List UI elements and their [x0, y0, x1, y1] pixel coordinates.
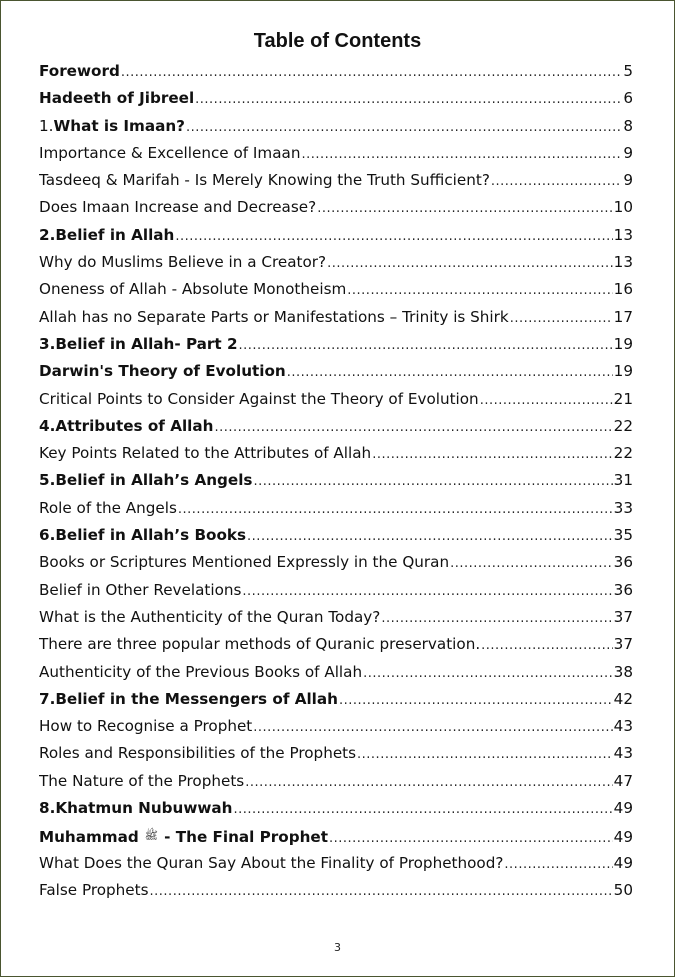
toc-entry-label: [39, 222, 174, 249]
toc-entry-title: False Prophets: [39, 880, 149, 899]
toc-entry-label: [39, 276, 346, 303]
toc-entry-page: 37: [613, 607, 633, 626]
toc-entry-title: Tasdeeq & Marifah - Is Merely Knowing the Truth Sufficient?: [39, 171, 490, 190]
toc-entry[interactable]: [39, 604, 633, 631]
dot-leader: [121, 59, 622, 85]
toc-entry-label: [39, 304, 509, 331]
toc-entry[interactable]: [39, 358, 633, 385]
dot-leader: [357, 741, 613, 767]
toc-entry-page: 49: [613, 853, 633, 872]
toc-entry-page: 13: [613, 225, 633, 244]
dot-leader: [150, 878, 613, 904]
toc-entry-label: [39, 386, 479, 413]
toc-entry-page: 5: [623, 62, 633, 80]
toc-entry-label: [39, 113, 185, 140]
toc-entry-label: [39, 440, 371, 467]
page-title: Table of Contents: [253, 30, 422, 52]
toc-entry-page: 16: [613, 280, 633, 299]
toc-entry-title: Role of the Angels: [39, 498, 177, 517]
toc-entry-title: Hadeeth of Jibreel: [39, 89, 195, 108]
toc-entry[interactable]: [39, 768, 633, 795]
dot-leader: [450, 550, 613, 576]
toc-entry-page: 38: [613, 662, 633, 681]
toc-entry[interactable]: [39, 276, 633, 303]
toc-entry-label: [39, 850, 503, 877]
toc-entry[interactable]: [39, 850, 633, 877]
dot-leader: [234, 796, 613, 822]
toc-entry-page: 22: [613, 444, 633, 463]
table-of-contents: [39, 58, 633, 904]
toc-entry-title: 7.Belief in the Messengers of Allah: [39, 689, 338, 708]
toc-entry-number: 1.: [39, 116, 54, 135]
toc-entry-page: 35: [613, 526, 633, 545]
toc-entry-title: 3.Belief in Allah- Part 2: [39, 334, 238, 353]
toc-entry-title: Darwin's Theory of Evolution: [39, 362, 286, 381]
toc-entry-page: 43: [613, 717, 633, 736]
toc-entry-label: [39, 795, 233, 822]
toc-entry[interactable]: [39, 659, 633, 686]
toc-entry-title: What is Imaan?: [53, 116, 185, 135]
toc-entry-label: [39, 740, 356, 767]
toc-entry-page: 13: [613, 253, 633, 272]
dot-leader: [287, 359, 613, 385]
toc-entry-title: Belief in Other Revelations: [39, 580, 242, 599]
dot-leader: [186, 114, 622, 140]
salawat-glyph: ﷺ: [144, 829, 158, 843]
toc-entry-title: 8.Khatmun Nubuwwah: [39, 799, 233, 818]
toc-entry[interactable]: [39, 795, 633, 822]
toc-entry[interactable]: [39, 249, 633, 276]
toc-entry-label: [39, 358, 286, 385]
toc-entry[interactable]: [39, 577, 633, 604]
dot-leader: [178, 496, 613, 522]
toc-entry[interactable]: [39, 713, 633, 740]
toc-entry-label: [39, 549, 449, 576]
dot-leader: [214, 414, 612, 440]
toc-entry-title: Critical Points to Consider Against the Theory of Evolution: [39, 389, 479, 408]
dot-leader: [329, 825, 613, 849]
dot-leader: [327, 250, 613, 276]
toc-entry-page: 33: [613, 498, 633, 517]
toc-entry-page: 37: [613, 635, 633, 654]
toc-entry[interactable]: [39, 140, 633, 167]
toc-entry[interactable]: [39, 686, 633, 713]
toc-entry-title: The Nature of the Prophets: [39, 771, 245, 790]
toc-entry-title: Importance & Excellence of Imaan: [39, 143, 301, 162]
toc-entry-label: [39, 495, 177, 522]
toc-entry-title: How to Recognise a Prophet: [39, 717, 253, 736]
toc-entry-title: Key Points Related to the Attributes of Allah: [39, 444, 372, 463]
toc-entry[interactable]: [39, 877, 633, 904]
toc-entry-label: [39, 85, 194, 112]
dot-leader: [347, 277, 612, 303]
toc-entry-title: Does Imaan Increase and Decrease?: [39, 198, 317, 217]
toc-entry-label: [39, 713, 252, 740]
toc-entry-label: [39, 577, 241, 604]
toc-entry-label: [39, 167, 490, 194]
toc-entry-label: [39, 140, 300, 167]
toc-entry-page: 36: [613, 553, 633, 572]
toc-entry-page: 21: [613, 389, 633, 408]
toc-entry[interactable]: [39, 85, 633, 112]
toc-entry[interactable]: [39, 440, 633, 467]
toc-entry-title-suffix: - The Final Prophet: [158, 828, 328, 847]
toc-entry-page: 19: [613, 362, 633, 381]
toc-entry-page: 22: [613, 416, 633, 435]
dot-leader: [175, 223, 612, 249]
toc-entry-title: Why do Muslims Believe in a Creator?: [39, 253, 327, 272]
toc-entry[interactable]: [39, 222, 633, 249]
toc-entry-title: There are three popular methods of Quranic preservation.: [39, 635, 481, 654]
toc-entry[interactable]: [39, 413, 633, 440]
toc-entry-label: [39, 686, 338, 713]
toc-entry[interactable]: [39, 304, 633, 331]
toc-entry[interactable]: [39, 113, 633, 140]
dot-leader: [491, 168, 622, 194]
toc-entry-label: [39, 822, 328, 849]
toc-entry-label: [39, 631, 480, 658]
toc-entry-page: 31: [613, 471, 633, 490]
dot-leader: [480, 387, 613, 413]
toc-entry[interactable]: [39, 631, 633, 658]
dot-leader: [253, 468, 612, 494]
toc-entry[interactable]: [39, 467, 633, 494]
toc-entry-title: What is the Authenticity of the Quran Today?: [39, 607, 381, 626]
toc-entry[interactable]: [39, 331, 633, 358]
dot-leader: [372, 441, 612, 467]
toc-entry-title: Muhammad: [39, 828, 139, 847]
toc-entry-title: 6.Belief in Allah’s Books: [39, 526, 247, 545]
dot-leader: [504, 851, 612, 877]
toc-entry-page: 36: [613, 580, 633, 599]
toc-entry-page: 42: [613, 689, 633, 708]
toc-entry-page: 43: [613, 744, 633, 763]
toc-entry[interactable]: [39, 549, 633, 576]
toc-entry-title: Foreword: [39, 62, 120, 80]
dot-leader: [339, 687, 613, 713]
toc-entry-page: 9: [623, 143, 633, 162]
toc-entry-label: [39, 877, 149, 904]
dot-leader: [481, 632, 613, 658]
dot-leader: [317, 195, 612, 221]
toc-entry-label: [39, 604, 380, 631]
toc-entry-page: 10: [613, 198, 633, 217]
dot-leader: [381, 605, 612, 631]
toc-entry-label: [39, 467, 252, 494]
toc-entry[interactable]: [39, 58, 633, 85]
toc-entry-label: [39, 194, 316, 221]
toc-entry-title: 5.Belief in Allah’s Angels: [39, 471, 253, 490]
toc-entry-title: Authenticity of the Previous Books of Allah: [39, 662, 363, 681]
toc-entry-page: 50: [613, 880, 633, 899]
toc-entry-page: 49: [613, 828, 633, 847]
toc-entry-title: Oneness of Allah - Absolute Monotheism: [39, 280, 347, 299]
dot-leader: [195, 86, 622, 112]
toc-entry-label: [39, 522, 246, 549]
toc-entry-label: [39, 58, 120, 85]
page-number: 3: [334, 941, 341, 954]
dot-leader: [245, 769, 612, 795]
toc-entry[interactable]: [39, 495, 633, 522]
toc-entry-label: [39, 768, 244, 795]
dot-leader: [239, 332, 613, 358]
toc-entry-page: 47: [613, 771, 633, 790]
dot-leader: [247, 523, 613, 549]
toc-entry-title: Books or Scriptures Mentioned Expressly in the Quran: [39, 553, 450, 572]
toc-entry-label: [39, 413, 213, 440]
toc-entry[interactable]: [39, 194, 633, 221]
dot-leader: [253, 714, 612, 740]
toc-entry-title: Allah has no Separate Parts or Manifestations – Trinity is Shirk: [39, 307, 509, 326]
toc-entry-page: 49: [613, 799, 633, 818]
toc-entry[interactable]: [39, 822, 633, 849]
toc-entry-page: 8: [623, 116, 633, 135]
toc-entry-page: 9: [623, 171, 633, 190]
toc-entry-label: [39, 659, 362, 686]
toc-entry-title: 2.Belief in Allah: [39, 225, 175, 244]
toc-entry-page: 6: [623, 89, 633, 108]
dot-leader: [301, 141, 622, 167]
toc-entry-title: Roles and Responsibilities of the Prophets: [39, 744, 357, 763]
toc-entry[interactable]: [39, 740, 633, 767]
toc-entry-page: 19: [613, 334, 633, 353]
dot-leader: [242, 578, 612, 604]
dot-leader: [363, 660, 613, 686]
dot-leader: [510, 305, 613, 331]
toc-entry-page: 17: [613, 307, 633, 326]
toc-entry-label: [39, 249, 326, 276]
toc-entry[interactable]: [39, 522, 633, 549]
toc-entry-title: 4.Attributes of Allah: [39, 416, 214, 435]
toc-entry[interactable]: [39, 386, 633, 413]
toc-entry-title: What Does the Quran Say About the Finality of Prophethood?: [39, 853, 504, 872]
toc-entry[interactable]: [39, 167, 633, 194]
toc-entry-label: [39, 331, 238, 358]
